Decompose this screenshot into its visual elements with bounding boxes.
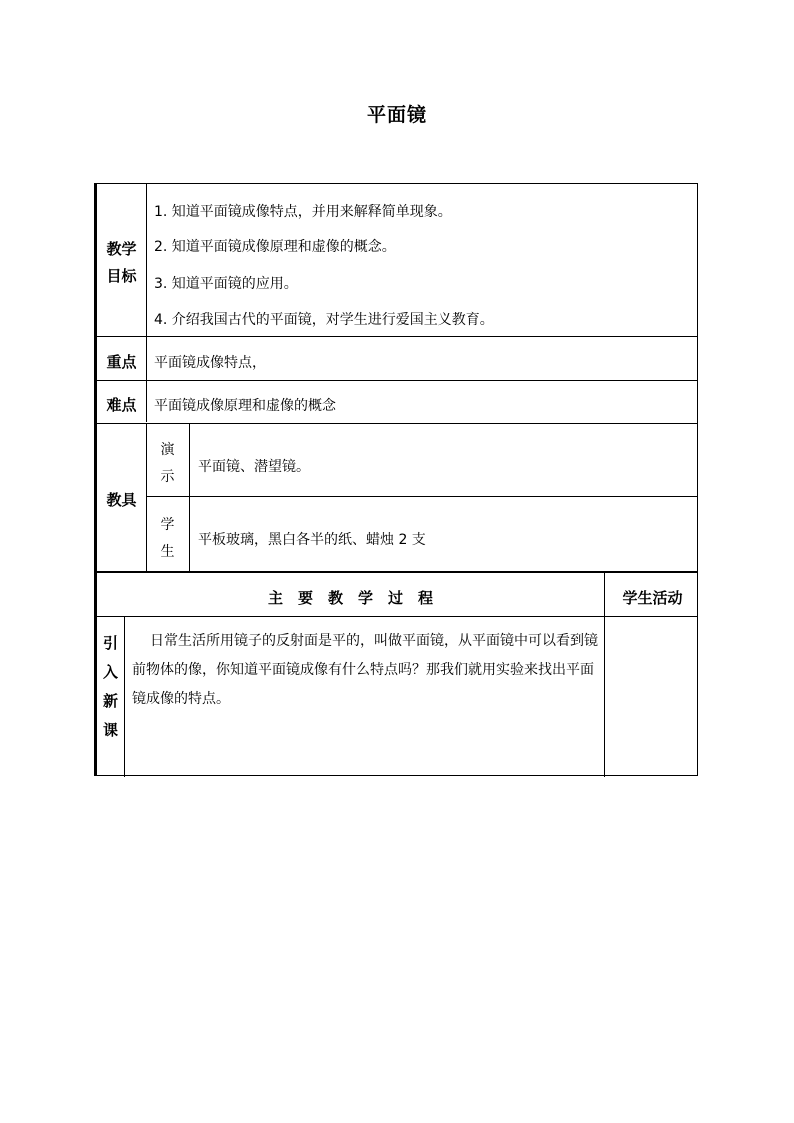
objective-item-4: 4. 介绍我国古代的平面镜，对学生进行爱国主义教育。 bbox=[154, 312, 494, 328]
row-divider bbox=[97, 336, 697, 337]
objectives-header: 教学 目标 bbox=[106, 240, 137, 285]
student-label: 学 生 bbox=[160, 517, 175, 560]
lesson-plan-table bbox=[94, 183, 698, 776]
intro-text: 日常生活所用镜子的反射面是平的，叫做平面镜，从平面镜中可以看到镜前物体的像，你知道平面镜成像有什么特点吗？那我们就用实验来找出平面镜成像的特点。 bbox=[132, 633, 598, 707]
column-divider bbox=[146, 184, 147, 422]
equipment-header: 教具 bbox=[106, 491, 137, 509]
row-divider bbox=[97, 616, 697, 617]
row-divider bbox=[97, 571, 697, 573]
objective-item-2: 2. 知道平面镜成像原理和虚像的概念。 bbox=[154, 239, 396, 255]
intro-header: 引 入 新 课 bbox=[102, 634, 118, 739]
row-divider bbox=[97, 380, 697, 381]
column-divider bbox=[189, 423, 190, 571]
row-divider bbox=[146, 496, 697, 497]
activity-header: 学生活动 bbox=[622, 589, 683, 607]
column-divider bbox=[124, 616, 125, 777]
difficulty-header: 难点 bbox=[106, 396, 137, 414]
student-text: 平板玻璃，黑白各半的纸、蜡烛 2 支 bbox=[198, 532, 426, 548]
key-point-text: 平面镜成像特点， bbox=[154, 355, 266, 371]
page-title: 平面镜 bbox=[366, 104, 427, 126]
difficulty-text: 平面镜成像原理和虚像的概念 bbox=[154, 398, 336, 414]
demo-text: 平面镜、潜望镜。 bbox=[198, 459, 310, 475]
key-point-header: 重点 bbox=[106, 353, 137, 371]
demo-label: 演 示 bbox=[160, 442, 175, 485]
process-header: 主 要 教 学 过 程 bbox=[267, 589, 433, 607]
objective-item-1: 1. 知道平面镜成像特点，并用来解释简单现象。 bbox=[154, 204, 452, 220]
row-divider bbox=[97, 423, 697, 424]
objective-item-3: 3. 知道平面镜的应用。 bbox=[154, 276, 298, 292]
